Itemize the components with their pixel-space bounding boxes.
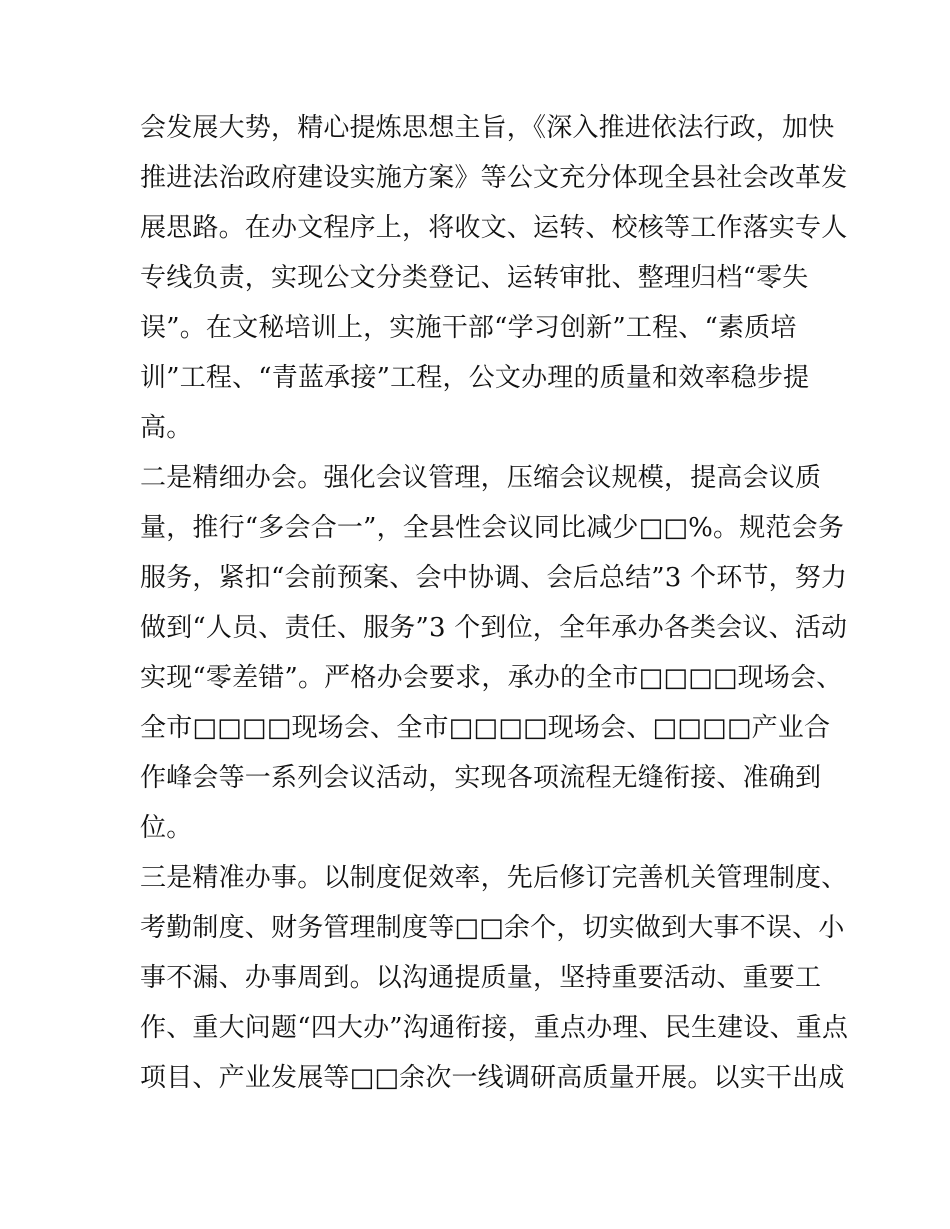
text-line: 会发展大势，精心提炼思想主旨，《深入推进依法行政，加快: [140, 113, 835, 143]
text-line: 实现“零差错”。严格办会要求，承办的全市□□□□现场会、: [140, 663, 843, 693]
text-line: 量，推行“多会合一”，全县性会议同比减少□□%。规范会务: [140, 513, 845, 543]
text-line: 事不漏、办事周到。以沟通提质量，坚持重要活动、重要工: [140, 963, 822, 993]
text-line: 专线负责，实现公文分类登记、运转审批、整理归档“零失: [140, 263, 809, 293]
document-body: [140, 103, 849, 1103]
text-line: 推进法治政府建设实施方案》等公文充分体现全县社会改革发: [140, 163, 848, 193]
text-line: 位。: [140, 813, 193, 843]
text-line: 服务，紧扣“会前预案、会中协调、会后总结”3 个环节，努力: [140, 563, 848, 593]
text-line: 展思路。在办文程序上，将收文、运转、校核等工作落实专人: [140, 213, 848, 243]
text-line: 误”。在文秘培训上，实施干部“学习创新”工程、“素质培: [140, 313, 797, 343]
text-line: 全市□□□□现场会、全市□□□□现场会、□□□□产业合: [140, 713, 831, 743]
text-line: 三是精准办事。以制度促效率，先后修订完善机关管理制度、: [140, 863, 848, 893]
text-line: 做到“人员、责任、服务”3 个到位，全年承办各类会议、活动: [140, 613, 848, 643]
text-line: 考勤制度、财务管理制度等□□余个，切实做到大事不误、小: [140, 913, 845, 943]
text-line: 高。: [140, 413, 193, 443]
text-line: 项目、产业发展等□□余次一线调研高质量开展。以实干出成: [140, 1063, 845, 1093]
text-line: 训”工程、“青蓝承接”工程，公文办理的质量和效率稳步提: [140, 363, 810, 393]
text-line: 作峰会等一系列会议活动，实现各项流程无缝衔接、准确到: [140, 763, 822, 793]
text-line: 作、重大问题“四大办”沟通衔接，重点办理、民生建设、重点: [140, 1013, 849, 1043]
text-line: 二是精细办会。强化会议管理，压缩会议规模，提高会议质: [140, 463, 822, 493]
